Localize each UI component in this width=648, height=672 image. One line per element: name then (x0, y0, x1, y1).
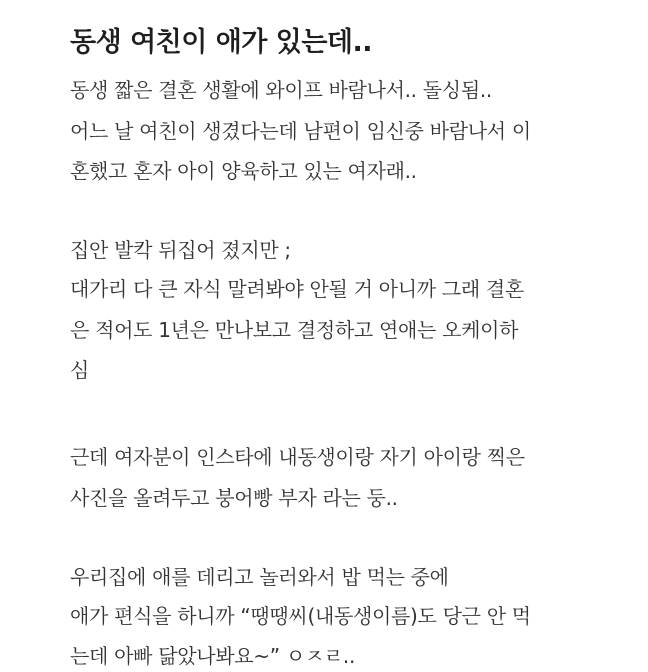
body-line: 심 (70, 358, 90, 382)
body-line: 우리집에 애를 데리고 놀러와서 밥 먹는 중에 (70, 565, 449, 589)
body-line: 사진을 올려두고 붕어빵 부자 라는 둥.. (70, 486, 398, 510)
body-line: 애가 편식을 하니까 “땡땡씨(내동생이름)도 당근 안 먹 (70, 604, 531, 628)
body-line: 집안 발칵 뒤집어 졌지만 ; (70, 238, 291, 262)
body-line: 은 적어도 1년은 만나보고 결정하고 연애는 오케이하 (70, 318, 519, 342)
body-line: 혼했고 혼자 아이 양육하고 있는 여자래.. (70, 159, 417, 183)
body-line: 어느 날 여친이 생겼다는데 남편이 임신중 바람나서 이 (70, 119, 531, 143)
body-line: 동생 짧은 결혼 생활에 와이프 바람나서.. 돌싱됨.. (70, 78, 492, 102)
post-title: 동생 여친이 애가 있는데.. (70, 27, 373, 58)
body-line: 대가리 다 큰 자식 말려봐야 안될 거 아니까 그래 결혼 (70, 277, 524, 301)
body-line: 근데 여자분이 인스타에 내동생이랑 자기 아이랑 찍은 (70, 445, 525, 469)
body-line: 는데 아빠 닮았나봐요~” ㅇㅈㄹ.. (70, 644, 356, 668)
